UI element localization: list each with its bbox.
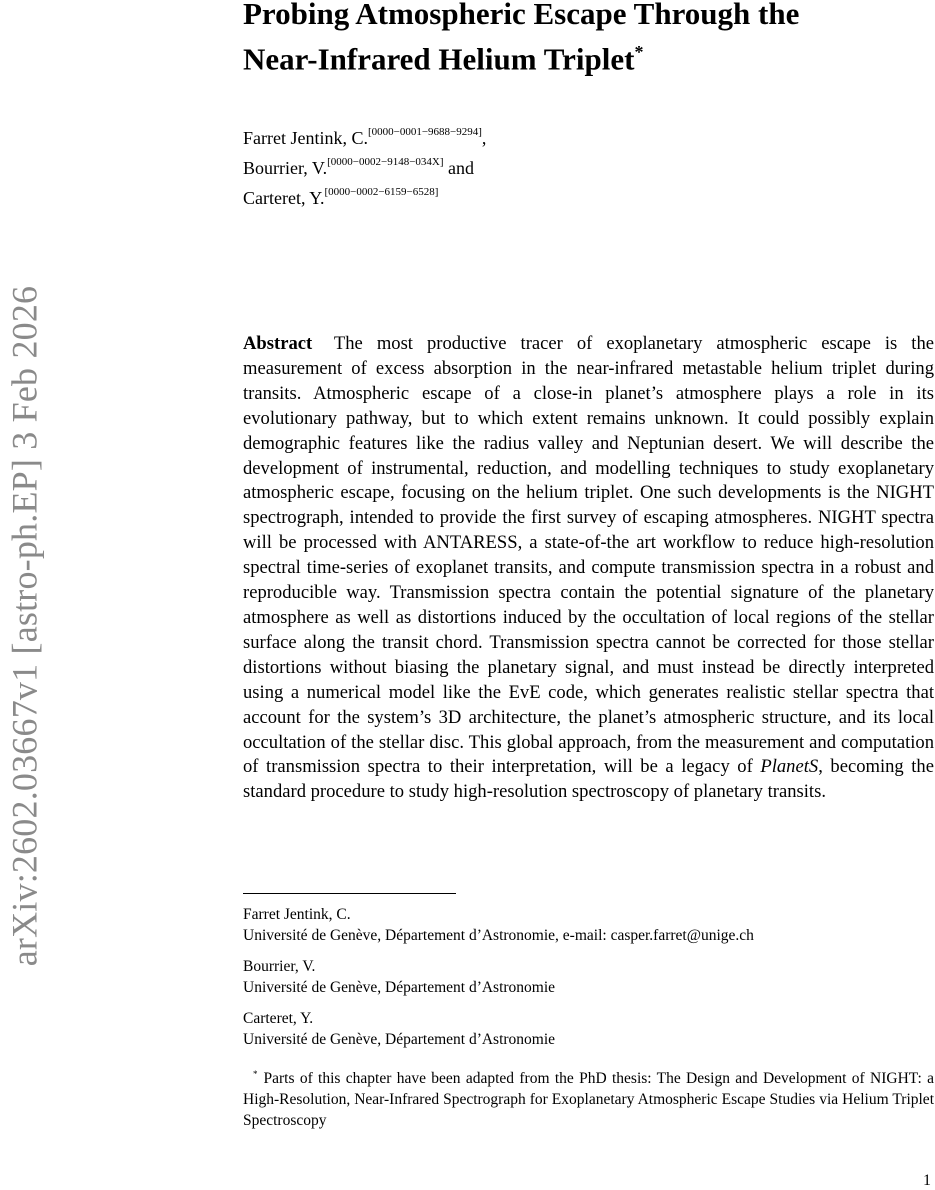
author-name: Carteret, Y. bbox=[243, 188, 325, 208]
abstract-label: Abstract bbox=[243, 333, 313, 354]
paper-title bbox=[243, 0, 933, 78]
author-orcid[interactable]: [0000−0002−9148−034X] bbox=[327, 156, 444, 168]
affiliation-block bbox=[243, 956, 933, 998]
title-line-1: Probing Atmospheric Escape Through the bbox=[243, 0, 800, 31]
affiliation-block bbox=[243, 904, 933, 946]
page-number: 1 bbox=[923, 1172, 931, 1189]
author-entry bbox=[243, 181, 933, 211]
title-footnote bbox=[243, 1064, 934, 1131]
author-name: Farret Jentink, C. bbox=[243, 128, 368, 148]
affiliation-detail: Université de Genève, Département d’Astronomie, e-mail: casper.farret@unige.ch bbox=[243, 927, 754, 944]
author-name: Bourrier, V. bbox=[243, 158, 328, 178]
author-orcid[interactable]: [0000−0001−9688−9294] bbox=[367, 126, 482, 138]
author-list bbox=[243, 121, 933, 211]
affiliation-detail: Université de Genève, Département d’Astronomie bbox=[243, 979, 556, 996]
author-orcid[interactable]: [0000−0002−6159−6528] bbox=[324, 186, 439, 198]
author-separator: , bbox=[481, 128, 487, 148]
arxiv-sidebar-stamp bbox=[0, 228, 48, 1024]
affiliation-name: Carteret, Y. bbox=[243, 1010, 314, 1027]
abstract-text-end: , becoming the standard procedure to study high-resolution spectroscopy of planetary transits. bbox=[243, 756, 934, 803]
author-separator: and bbox=[443, 158, 475, 178]
footnote-text: Parts of this chapter have been adapted from the PhD thesis: The Design and Development of NIGHT: a High-Resolution, Near-Infrared Spectrograph for Exoplanetary Atmospheric Escape Studies via Helium Triplet Spectroscopy bbox=[243, 1070, 934, 1130]
title-footnote-mark[interactable]: * bbox=[634, 42, 644, 62]
footnote-rule bbox=[243, 893, 456, 894]
affiliation-name: Bourrier, V. bbox=[243, 958, 316, 975]
affiliation-name: Farret Jentink, C. bbox=[243, 906, 351, 923]
arxiv-id: arXiv:2602.03667v1 [astro-ph.EP] 3 Feb 2026 bbox=[4, 285, 44, 967]
abstract-text: The most productive tracer of exoplanetary atmospheric escape is the measurement of excess absorption in the near-infrared metastable helium triplet during transits. Atmospheric escape of a close-in planet’s atmosphere plays a role in its evolutionary pathway, but to which extent remains unknown. It could possibly explain demographic features like the radius valley and Neptunian desert. We will describe the development of instrumental, reduction, and modelling techniques to study exoplanetary atmospheric escape, focusing on the helium triplet. One such developments is the NIGHT spectrograph, intended to provide the first survey of escaping atmospheres. NIGHT spectra will be processed with ANTARESS, a state-of-the art workflow to reduce high-resolution spectral time-series of exoplanet transits, and compute transmission spectra in a robust and reproducible way. Transmission spectra contain the potential signature of the planetary atmosphere as well as distortions induced by the occultation of local regions of the stellar surface along the transit chord. Transmission spectra cannot be corrected for those stellar distortions without biasing the planetary signal, and must instead be directly interpreted using a numerical model like the EvE code, which generates realistic stellar spectra that account for the system’s 3D architecture, the planet’s atmospheric structure, and its local occultation of the stellar disc. This global approach, from the measurement and computation of transmission spectra to their interpretation, will be a legacy of bbox=[243, 333, 934, 778]
abstract bbox=[243, 332, 934, 805]
footnote-mark: * bbox=[253, 1069, 258, 1079]
title-line-2: Near-Infrared Helium Triplet bbox=[243, 41, 635, 77]
abstract-emphasis: PlanetS bbox=[760, 756, 819, 778]
author-entry bbox=[243, 121, 933, 151]
affiliation-detail: Université de Genève, Département d’Astronomie bbox=[243, 1031, 556, 1048]
affiliation-block bbox=[243, 1008, 933, 1050]
author-entry bbox=[243, 151, 933, 181]
